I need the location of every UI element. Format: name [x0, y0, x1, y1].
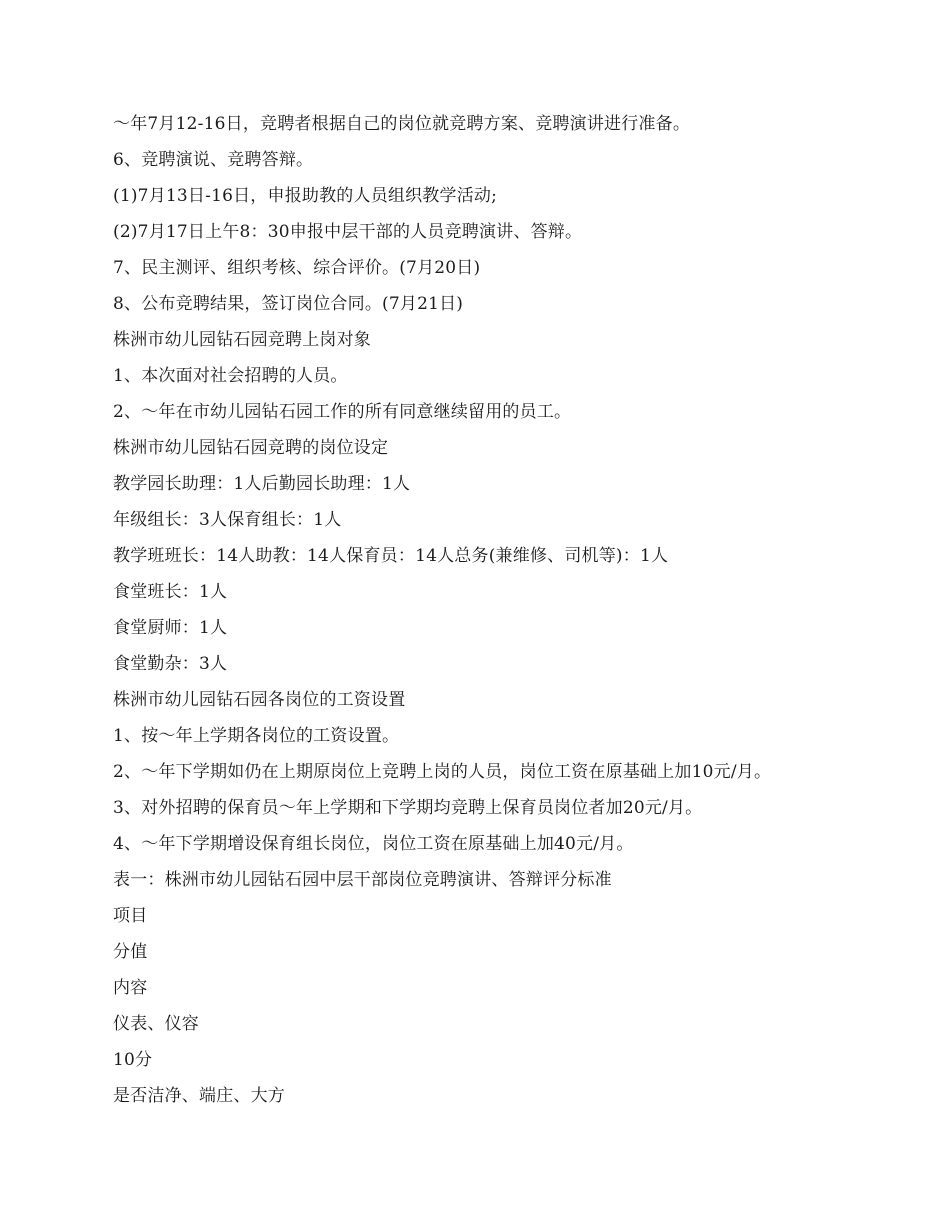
- text-line: 食堂厨师：1人: [113, 618, 228, 638]
- text-line: 年级组长：3人保育组长：1人: [113, 510, 342, 530]
- section-heading: 株洲市幼儿园钻石园竞聘上岗对象: [113, 330, 371, 350]
- text-line: 教学园长助理：1人后勤园长助理：1人: [113, 474, 411, 494]
- text-line: 4、～年下学期增设保育组长岗位，岗位工资在原基础上加40元/月。: [113, 834, 634, 854]
- text-line: 教学班班长：14人助教：14人保育员：14人总务(兼维修、司机等)：1人: [113, 546, 669, 566]
- text-line: 6、竞聘演说、竞聘答辩。: [113, 150, 314, 170]
- text-line: 2、～年在市幼儿园钻石园工作的所有同意继续留用的员工。: [113, 402, 572, 422]
- text-line: 8、公布竞聘结果，签订岗位合同。(7月21日): [113, 294, 464, 314]
- document-body: [113, 106, 913, 1114]
- table-cell: 分值: [113, 942, 148, 962]
- table-cell: 内容: [113, 978, 148, 998]
- text-line: 7、民主测评、组织考核、综合评价。(7月20日): [113, 258, 481, 278]
- section-heading: 株洲市幼儿园钻石园竞聘的岗位设定: [113, 438, 389, 458]
- text-line: 2、～年下学期如仍在上期原岗位上竞聘上岗的人员，岗位工资在原基础上加10元/月。: [113, 762, 772, 782]
- text-line: 1、本次面对社会招聘的人员。: [113, 366, 348, 386]
- text-line: 食堂班长：1人: [113, 582, 228, 602]
- text-line: (2)7月17日上午8：30申报中层干部的人员竞聘演讲、答辩。: [113, 222, 583, 242]
- table-cell: 10分: [113, 1050, 153, 1070]
- text-line: 食堂勤杂：3人: [113, 654, 228, 674]
- text-line: (1)7月13日-16日，申报助教的人员组织教学活动;: [113, 186, 498, 206]
- text-line: ～年7月12-16日，竞聘者根据自己的岗位就竞聘方案、竞聘演讲进行准备。: [113, 114, 691, 134]
- table-cell: 仪表、仪容: [113, 1014, 199, 1034]
- table-caption: 表一：株洲市幼儿园钻石园中层干部岗位竞聘演讲、答辩评分标准: [113, 870, 612, 890]
- table-cell: 是否洁净、端庄、大方: [113, 1086, 285, 1106]
- section-heading: 株洲市幼儿园钻石园各岗位的工资设置: [113, 690, 406, 710]
- table-cell: 项目: [113, 906, 148, 926]
- text-line: 3、对外招聘的保育员～年上学期和下学期均竞聘上保育员岗位者加20元/月。: [113, 798, 703, 818]
- text-line: 1、按～年上学期各岗位的工资设置。: [113, 726, 400, 746]
